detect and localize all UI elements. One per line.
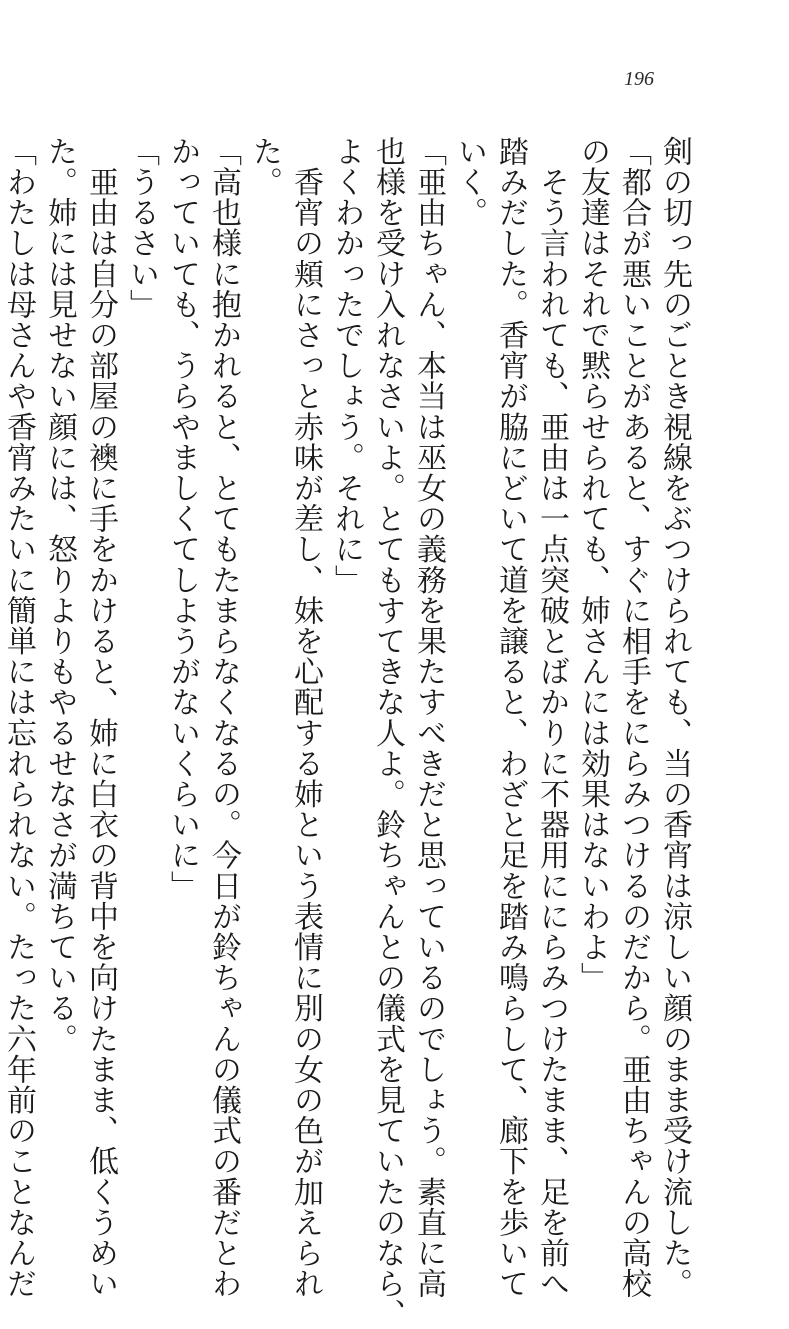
text-line: 「高也様に抱かれると、とてもたまらなくなるの。今日が鈴ちゃんの儀式の番だとわ (206, 136, 241, 1299)
text-line: いく。 (452, 136, 487, 228)
text-line: かっていても、うらやましくてしようがないくらいに」 (165, 136, 200, 901)
text-line: 香宵の頬にさっと赤味が差し、妹を心配する姉という表情に別の女の色が加えられ (288, 136, 323, 1299)
text-line: 亜由は自分の部屋の襖に手をかけると、姉に白衣の背中を向けたまま、低くうめい (83, 136, 118, 1299)
text-line: 剣の切っ先のごとき視線をぶつけられても、当の香宵は涼しい顔のまま受け流した。 (657, 136, 692, 1299)
text-line: の友達はそれで黙らせられても、姉さんには効果はないわよ」 (575, 136, 610, 993)
text-line: 「うるさい」 (124, 136, 159, 320)
text-line: 「わたしは母さんや香宵みたいに簡単には忘れられない。たった六年前のことなんだ (1, 136, 36, 1299)
text-line: 也様を受け入れなさいよ。とてもすてきな人よ。鈴ちゃんとの儀式を見ていたのなら、 (370, 136, 405, 1329)
text-line: 踏みだした。香宵が脇にどいて道を譲ると、わざと足を踏み鳴らして、廊下を歩いて (493, 136, 528, 1299)
text-line: た。 (247, 136, 282, 198)
text-line: よくわかったでしょう。それに」 (329, 136, 364, 595)
page-number: 196 (624, 68, 654, 90)
body-text (0, 136, 695, 1329)
text-line: そう言われても、亜由は一点突破とばかりに不器用ににらみつけたまま、足を前へ (534, 136, 569, 1299)
text-line: 「都合が悪いことがあると、すぐに相手をにらみつけるのだから。亜由ちゃんの高校 (616, 136, 651, 1299)
text-line: た。姉には見せない顔には、怒りよりもやるせなさが満ちている。 (42, 136, 77, 1054)
text-line: 「亜由ちゃん、本当は巫女の義務を果たすべきだと思っているのでしょう。素直に高 (411, 136, 446, 1299)
